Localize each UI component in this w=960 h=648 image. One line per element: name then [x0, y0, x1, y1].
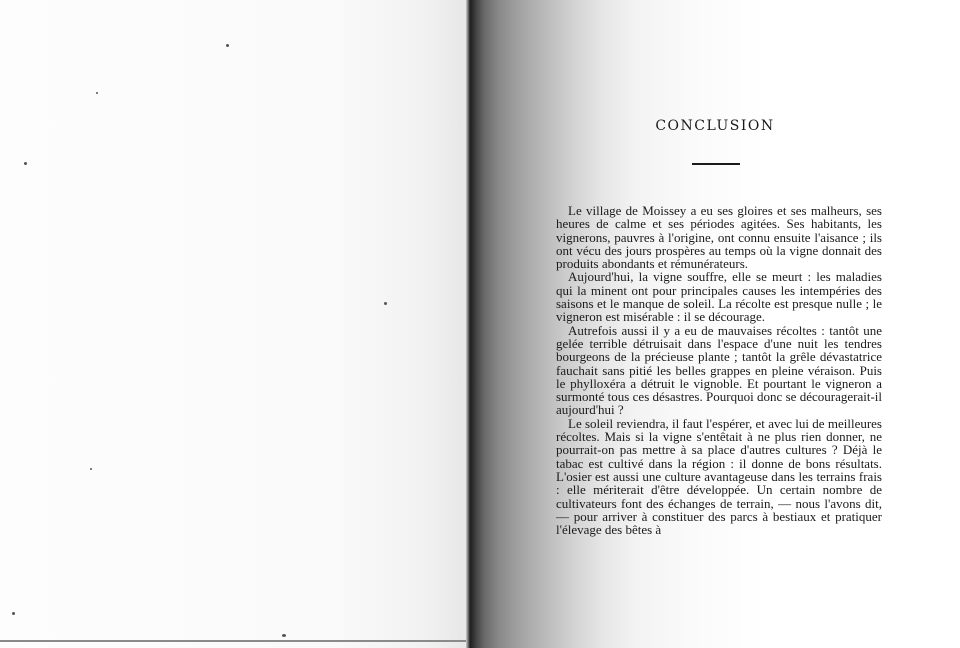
body-text [556, 204, 882, 536]
page-edge-line [0, 640, 470, 642]
left-page-blank [0, 0, 470, 648]
paper-speck [12, 612, 15, 615]
chapter-title: CONCLUSION [655, 118, 775, 134]
paper-speck [96, 92, 98, 94]
paragraph: Aujourd'hui, la vigne souffre, elle se meurt : les maladies qui la minent ont pour principales causes les intempéries des saisons et le manque de soleil. La récolte est presque nulle ; le vigneron est misérable : il se décourage. [556, 269, 882, 325]
paper-speck [384, 302, 387, 305]
paper-speck [282, 634, 286, 637]
paper-speck [90, 468, 92, 470]
title-rule [692, 163, 740, 165]
paper-speck [24, 162, 27, 165]
paragraph: Autrefois aussi il y a eu de mauvaises récoltes : tantôt une gelée terrible détruisait dans l'espace d'une nuit les tendres bourgeons de la précieuse plante ; tantôt la grêle dévastatrice fauchait sans pitié les belles grappes en pleine véraison. Puis le phylloxéra a détruit le vignoble. Et pourtant le vigneron a surmonté tous ces désastres. Pourquoi donc se découragerait-il aujourd'hui ? [556, 322, 882, 418]
paragraph: Le soleil reviendra, il faut l'espérer, et avec lui de meilleures récoltes. Mais si la vigne s'entêtait à ne plus rien donner, ne pourrait-on pas mettre à sa place d'autres cultures ? Déjà le tabac est cultivé dans la région : il donne de bons résultats. L'osier est aussi une culture avantageuse dans les terrains frais : elle mériterait d'être développée. Un certain nombre de cultivateurs font des échanges de terrain, — nous l'avons dit, — pour arriver à constituer des parcs à bestiaux et pratiquer l'élevage des bêtes à [556, 415, 882, 538]
paper-speck [226, 44, 229, 47]
paragraph: Le village de Moissey a eu ses gloires et ses malheurs, ses heures de calme et ses périodes agitées. Ses habitants, les vignerons, pauvres à l'origine, ont connu ensuite l'aisance ; ils ont vécu des jours prospères au temps où la vigne donnait des produits abondants et rémunérateurs. [556, 203, 882, 272]
